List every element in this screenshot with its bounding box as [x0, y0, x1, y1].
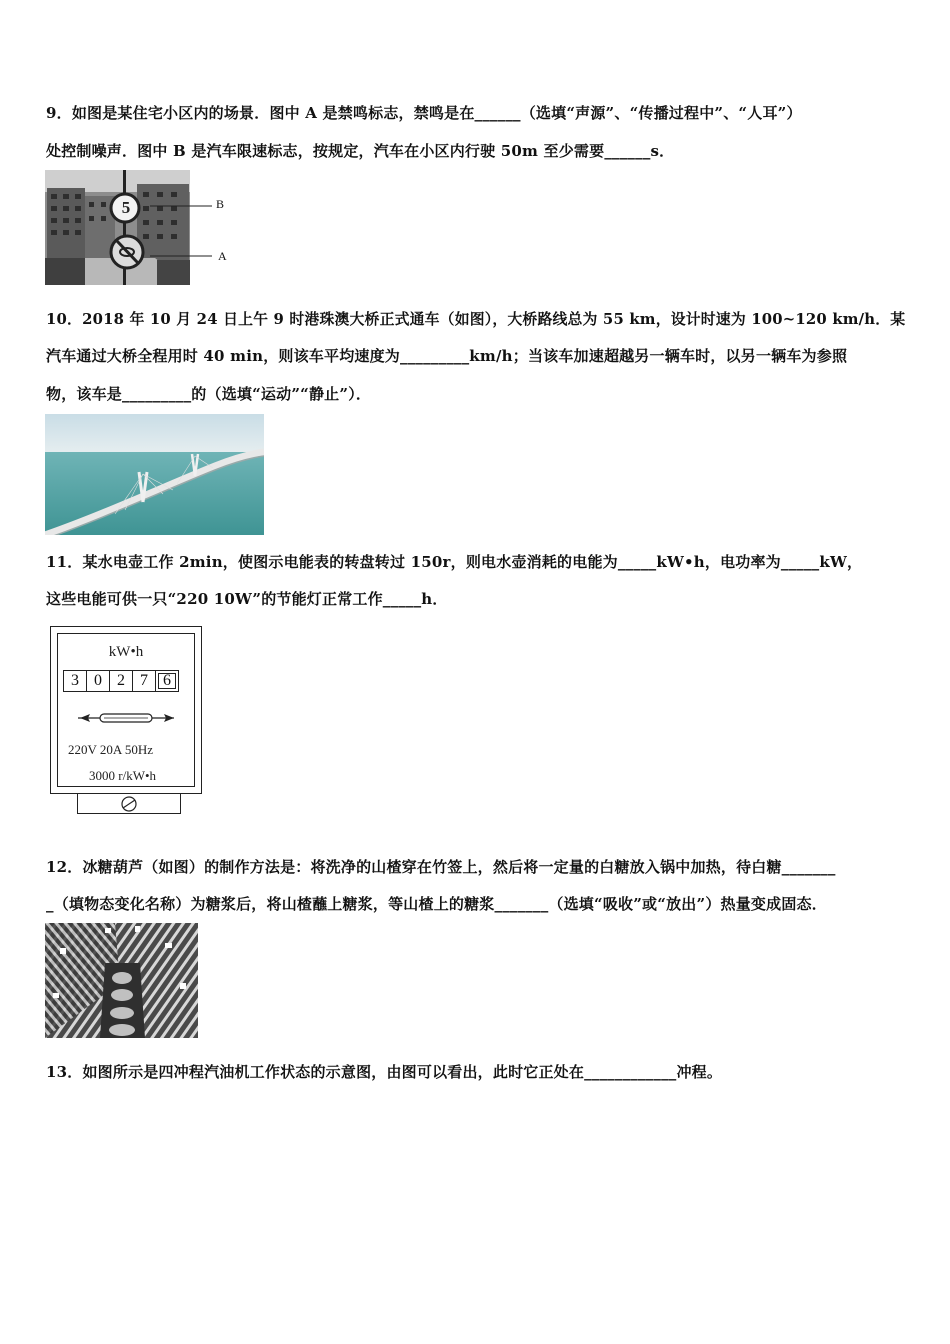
- q10-text-line3: 物，该车是_________的（选填“运动”“静止”）．: [46, 385, 372, 403]
- meter-digit-display: [64, 670, 179, 692]
- label-a: A: [218, 249, 227, 263]
- meter-unit: kW•h: [108, 644, 144, 660]
- q12-text-line1: 12．冰糖葫芦（如图）的制作方法是：将洗净的山楂穿在竹签上，然后将一定量的白糖放入锅中加热，待白糖_______: [46, 858, 836, 876]
- meter-digit: 3: [63, 670, 87, 692]
- bridge-illustration: [45, 414, 264, 535]
- q11-text-line1: 11．某水电壶工作 2min，使图示电能表的转盘转过 150r，则电水壶消耗的电能为_____kW•h，电功率为_____kW，: [46, 553, 863, 571]
- screw-terminal-icon: [120, 796, 138, 812]
- meter-terminal-box: [77, 794, 181, 814]
- q10-text-line2: 汽车通过大桥全程用时 40 min，则该车平均速度为_________km/h；当该车加速超越另一辆车时，以另一辆车为参照: [46, 347, 848, 365]
- q12-text-line2: _（填物态变化名称）为糖浆后，将山楂蘸上糖浆，等山楂上的糖浆_______（选填“吸收”或“放出”）热量变成固态．: [46, 895, 827, 913]
- q13-text-line1: 13．如图所示是四冲程汽油机工作状态的示意图，由图可以看出，此时它正处在____________冲程。: [46, 1063, 723, 1081]
- q10-bridge-photo: [45, 414, 264, 535]
- meter-digit: 0: [86, 670, 110, 692]
- q10-text-line1: 10．2018 年 10 月 24 日上午 9 时港珠澳大桥正式通车（如图），大桥路线总为 55 km，设计时速为 100~120 km/h．某: [46, 311, 906, 328]
- q9-text-line2: 处控制噪声．图中 B 是汽车限速标志，按规定，汽车在小区内行驶 50m 至少需要______s．: [46, 142, 675, 160]
- q12-candied-haws-photo: [45, 923, 198, 1038]
- meter-digit: 7: [132, 670, 156, 692]
- energy-meter-diagram: [50, 626, 204, 816]
- q9-text-line1: 9．如图是某住宅小区内的场景．图中 A 是禁鸣标志，禁鸣是在______（选填“声源”、“传播过程中”、“人耳”）: [46, 104, 802, 122]
- speed-limit-number: 5: [121, 198, 131, 217]
- meter-spec-revolutions: 3000 r/kW•h: [89, 768, 157, 783]
- meter-digit: 2: [109, 670, 133, 692]
- meter-spec-rating: 220V 20A 50Hz: [68, 742, 153, 757]
- label-b: B: [216, 197, 225, 211]
- rotating-disk-icon: [78, 710, 176, 726]
- candied-haws-illustration: [45, 923, 198, 1038]
- meter-digit-decimal: 6: [155, 670, 179, 692]
- q11-text-line2: 这些电能可供一只“220 10W”的节能灯正常工作_____h．: [46, 590, 448, 608]
